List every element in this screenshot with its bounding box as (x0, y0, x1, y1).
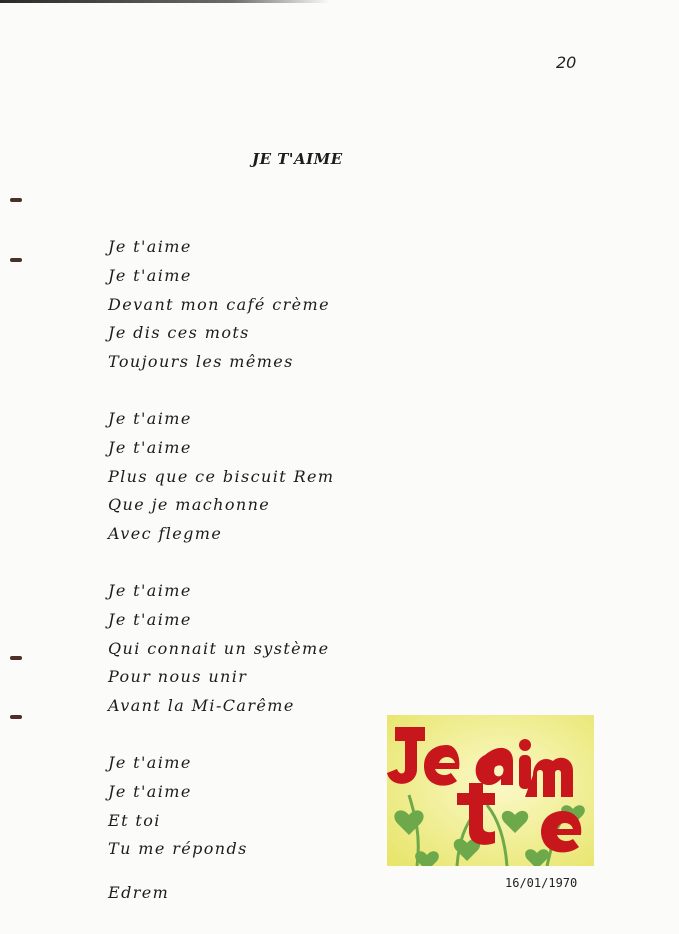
poem-line: Devant mon café crème (108, 294, 330, 314)
poem-title: JE T'AIME (252, 150, 343, 168)
signature: Edrem (108, 883, 170, 902)
poem-line: Qui connait un système (108, 638, 330, 658)
margin-mark (10, 198, 22, 202)
margin-mark (10, 715, 22, 719)
je-taime-artwork (387, 715, 594, 866)
poem-body (108, 233, 334, 892)
poem-line: Pour nous unir (108, 667, 248, 687)
poem-line: Je t'aime (108, 781, 192, 801)
poem-line: Je t'aime (108, 237, 192, 256)
stanza (108, 577, 334, 721)
page-number: 20 (556, 53, 577, 72)
poem-line: Je t'aime (108, 609, 192, 629)
poem-line: Je t'aime (108, 752, 192, 772)
poem-line: Toujours les mêmes (108, 352, 294, 372)
poem-line: Je t'aime (108, 265, 192, 285)
poem-line: Plus que ce biscuit Rem (108, 466, 335, 486)
poem-line: Je t'aime (108, 408, 192, 428)
poem-line: Tu me réponds (108, 839, 248, 859)
stanza (108, 233, 334, 377)
poem-line: Avant la Mi-Carême (108, 696, 295, 716)
margin-mark (10, 656, 22, 660)
date-caption: 16/01/1970 (505, 876, 578, 890)
stanza (108, 405, 334, 549)
poem-line: Je t'aime (108, 437, 192, 457)
poem-line: Je t'aime (108, 580, 192, 600)
poem-line: Je dis ces mots (108, 323, 250, 343)
margin-mark (10, 258, 22, 262)
poem-line: Avec flegme (108, 524, 223, 544)
top-rule (0, 0, 330, 3)
poem-line: Que je machonne (108, 495, 271, 515)
stanza (108, 749, 334, 864)
poem-line: Et toi (108, 810, 161, 830)
